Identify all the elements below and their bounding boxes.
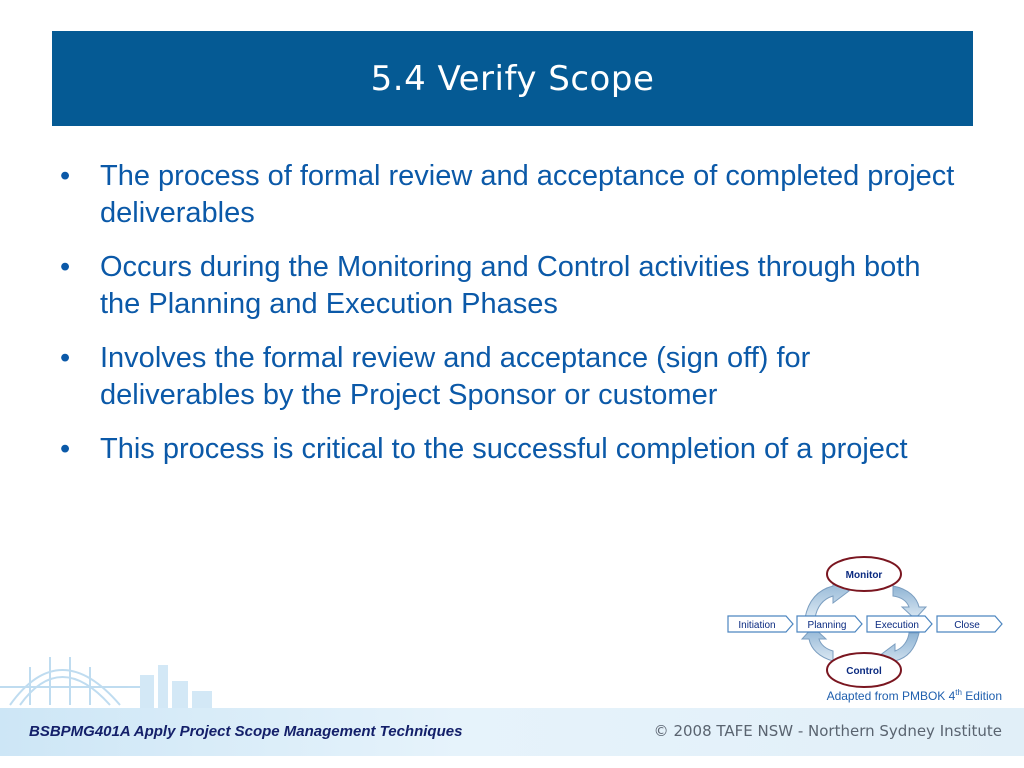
bullet-text: The process of formal review and acceptance of completed project deliverables	[100, 160, 955, 229]
slide-title: 5.4 Verify Scope	[370, 58, 655, 99]
bullet-item	[56, 249, 956, 323]
process-cycle-diagram	[725, 555, 1015, 690]
bullet-item	[56, 340, 956, 414]
harbour-bridge-watermark	[0, 635, 240, 708]
bullet-marker: •	[60, 160, 71, 192]
bullet-text: Involves the formal review and acceptance (sign off) for deliverables by the Project Sponsor or customer	[100, 342, 811, 411]
bullet-marker: •	[60, 342, 71, 374]
planning-label: Planning	[807, 620, 847, 631]
monitor-label: Monitor	[845, 570, 883, 581]
attribution-text: Adapted from PMBOK 4	[826, 689, 956, 703]
bullet-item	[56, 431, 956, 468]
bullet-marker: •	[60, 433, 71, 465]
bullet-text: This process is critical to the successful completion of a project	[100, 433, 908, 465]
bullet-item	[56, 158, 956, 232]
bullet-list	[56, 158, 956, 485]
bullet-text: Occurs during the Monitoring and Control activities through both the Planning and Execution Phases	[100, 251, 921, 320]
attribution-note	[827, 688, 1002, 703]
title-bar	[52, 31, 973, 126]
close-label: Close	[954, 620, 980, 631]
footer-copyright: © 2008 TAFE NSW - Northern Sydney Institute	[653, 722, 1002, 740]
attribution-suffix: Edition	[961, 689, 1002, 703]
initiation-label: Initiation	[738, 620, 776, 631]
footer-course-title: BSBPMG401A Apply Project Scope Management Techniques	[29, 723, 463, 740]
execution-label: Execution	[875, 620, 919, 631]
control-label: Control	[846, 666, 882, 677]
cycle-arc-upper-right	[893, 586, 926, 619]
bullet-marker: •	[60, 251, 71, 283]
attribution-superscript: th	[955, 688, 962, 697]
